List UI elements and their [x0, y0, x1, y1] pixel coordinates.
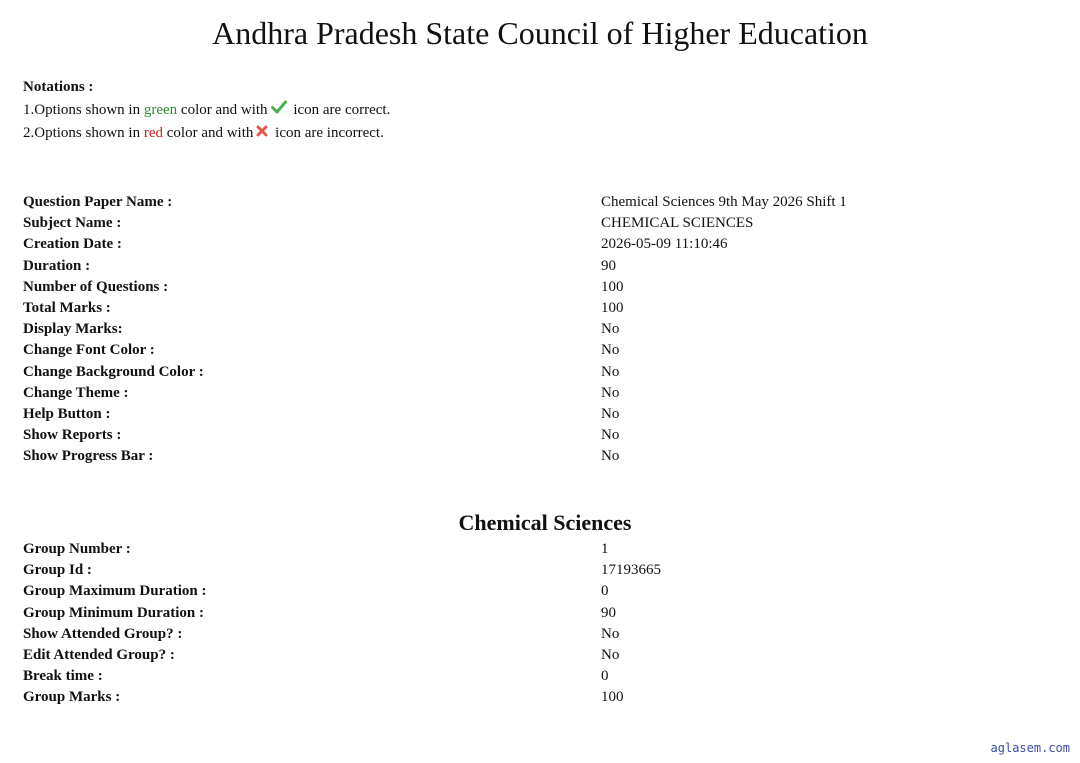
notation-incorrect-middle: color and with — [163, 125, 254, 141]
info-value: Chemical Sciences 9th May 2026 Shift 1 — [601, 194, 847, 210]
group-value: 0 — [601, 668, 609, 685]
info-row — [23, 446, 1023, 467]
notation-green-word: green — [143, 102, 178, 118]
info-value: No — [601, 342, 620, 359]
info-row — [23, 234, 1023, 255]
info-value: 90 — [601, 257, 616, 274]
notation-red-word: red — [143, 125, 163, 141]
info-row — [23, 213, 1023, 234]
group-row — [23, 603, 1023, 624]
info-value: No — [601, 405, 620, 422]
notations-block — [23, 76, 390, 145]
info-value: CHEMICAL SCIENCES — [601, 215, 754, 232]
cross-icon — [256, 122, 268, 145]
info-label: Show Progress Bar : — [23, 448, 154, 465]
section-title: Chemical Sciences — [458, 510, 632, 535]
page-title: Andhra Pradesh State Council of Higher Education — [212, 15, 868, 51]
info-label: Change Background Color : — [23, 363, 204, 380]
info-value: 100 — [601, 278, 624, 295]
watermark-link[interactable]: aglasem.com — [990, 741, 1070, 755]
group-label: Group Number : — [23, 541, 131, 557]
info-row — [23, 340, 1023, 361]
info-label: Question Paper Name : — [23, 194, 173, 210]
info-label: Change Font Color : — [23, 342, 155, 359]
info-row — [23, 362, 1023, 383]
info-row — [23, 256, 1023, 277]
group-row — [23, 666, 1023, 687]
check-icon — [271, 99, 287, 122]
info-row — [23, 383, 1023, 404]
info-value: 100 — [601, 299, 624, 316]
info-value: No — [601, 384, 620, 401]
info-value: No — [601, 427, 620, 444]
notation-incorrect-suffix: icon are incorrect. — [271, 125, 384, 141]
group-row — [23, 645, 1023, 666]
notation-correct-prefix: 1.Options shown in — [23, 102, 144, 118]
group-row — [23, 687, 1023, 708]
info-row — [23, 404, 1023, 425]
group-label: Break time : — [23, 668, 103, 685]
group-label: Group Marks : — [23, 689, 121, 706]
info-value: No — [601, 448, 620, 465]
group-label: Edit Attended Group? : — [23, 646, 175, 663]
info-row — [23, 277, 1023, 298]
info-row — [23, 298, 1023, 319]
info-row — [23, 192, 1023, 213]
group-value: 0 — [601, 583, 609, 600]
info-label: Duration : — [23, 257, 91, 274]
info-label: Creation Date : — [23, 236, 122, 253]
group-info-table — [23, 539, 1023, 709]
notation-incorrect — [23, 122, 390, 145]
group-row — [23, 581, 1023, 602]
group-value: 90 — [601, 604, 616, 621]
group-value: 1 — [601, 541, 609, 557]
notation-incorrect-prefix: 2.Options shown in — [23, 125, 144, 141]
info-label: Total Marks : — [23, 299, 111, 316]
notations-heading: Notations : — [23, 79, 94, 95]
notation-correct — [23, 99, 390, 122]
info-label: Display Marks: — [23, 321, 123, 338]
group-value: 17193665 — [601, 562, 661, 579]
group-value: No — [601, 625, 620, 642]
info-label: Show Reports : — [23, 427, 122, 444]
info-label: Number of Questions : — [23, 278, 169, 295]
group-row — [23, 539, 1023, 560]
notation-correct-middle: color and with — [177, 102, 268, 118]
group-value: No — [601, 646, 620, 663]
group-label: Group Minimum Duration : — [23, 604, 204, 621]
info-label: Help Button : — [23, 405, 111, 422]
info-label: Change Theme : — [23, 384, 129, 401]
info-value: 2026-05-09 11:10:46 — [601, 236, 728, 253]
info-label: Subject Name : — [23, 215, 122, 232]
info-row — [23, 319, 1023, 340]
notation-correct-suffix: icon are correct. — [289, 102, 391, 118]
info-value: No — [601, 363, 620, 380]
info-row — [23, 425, 1023, 446]
group-row — [23, 624, 1023, 645]
group-value: 100 — [601, 689, 624, 706]
group-label: Show Attended Group? : — [23, 625, 183, 642]
group-row — [23, 560, 1023, 581]
group-label: Group Maximum Duration : — [23, 583, 207, 600]
info-value: No — [601, 321, 620, 338]
group-label: Group Id : — [23, 562, 92, 579]
paper-info-table — [23, 192, 1023, 467]
